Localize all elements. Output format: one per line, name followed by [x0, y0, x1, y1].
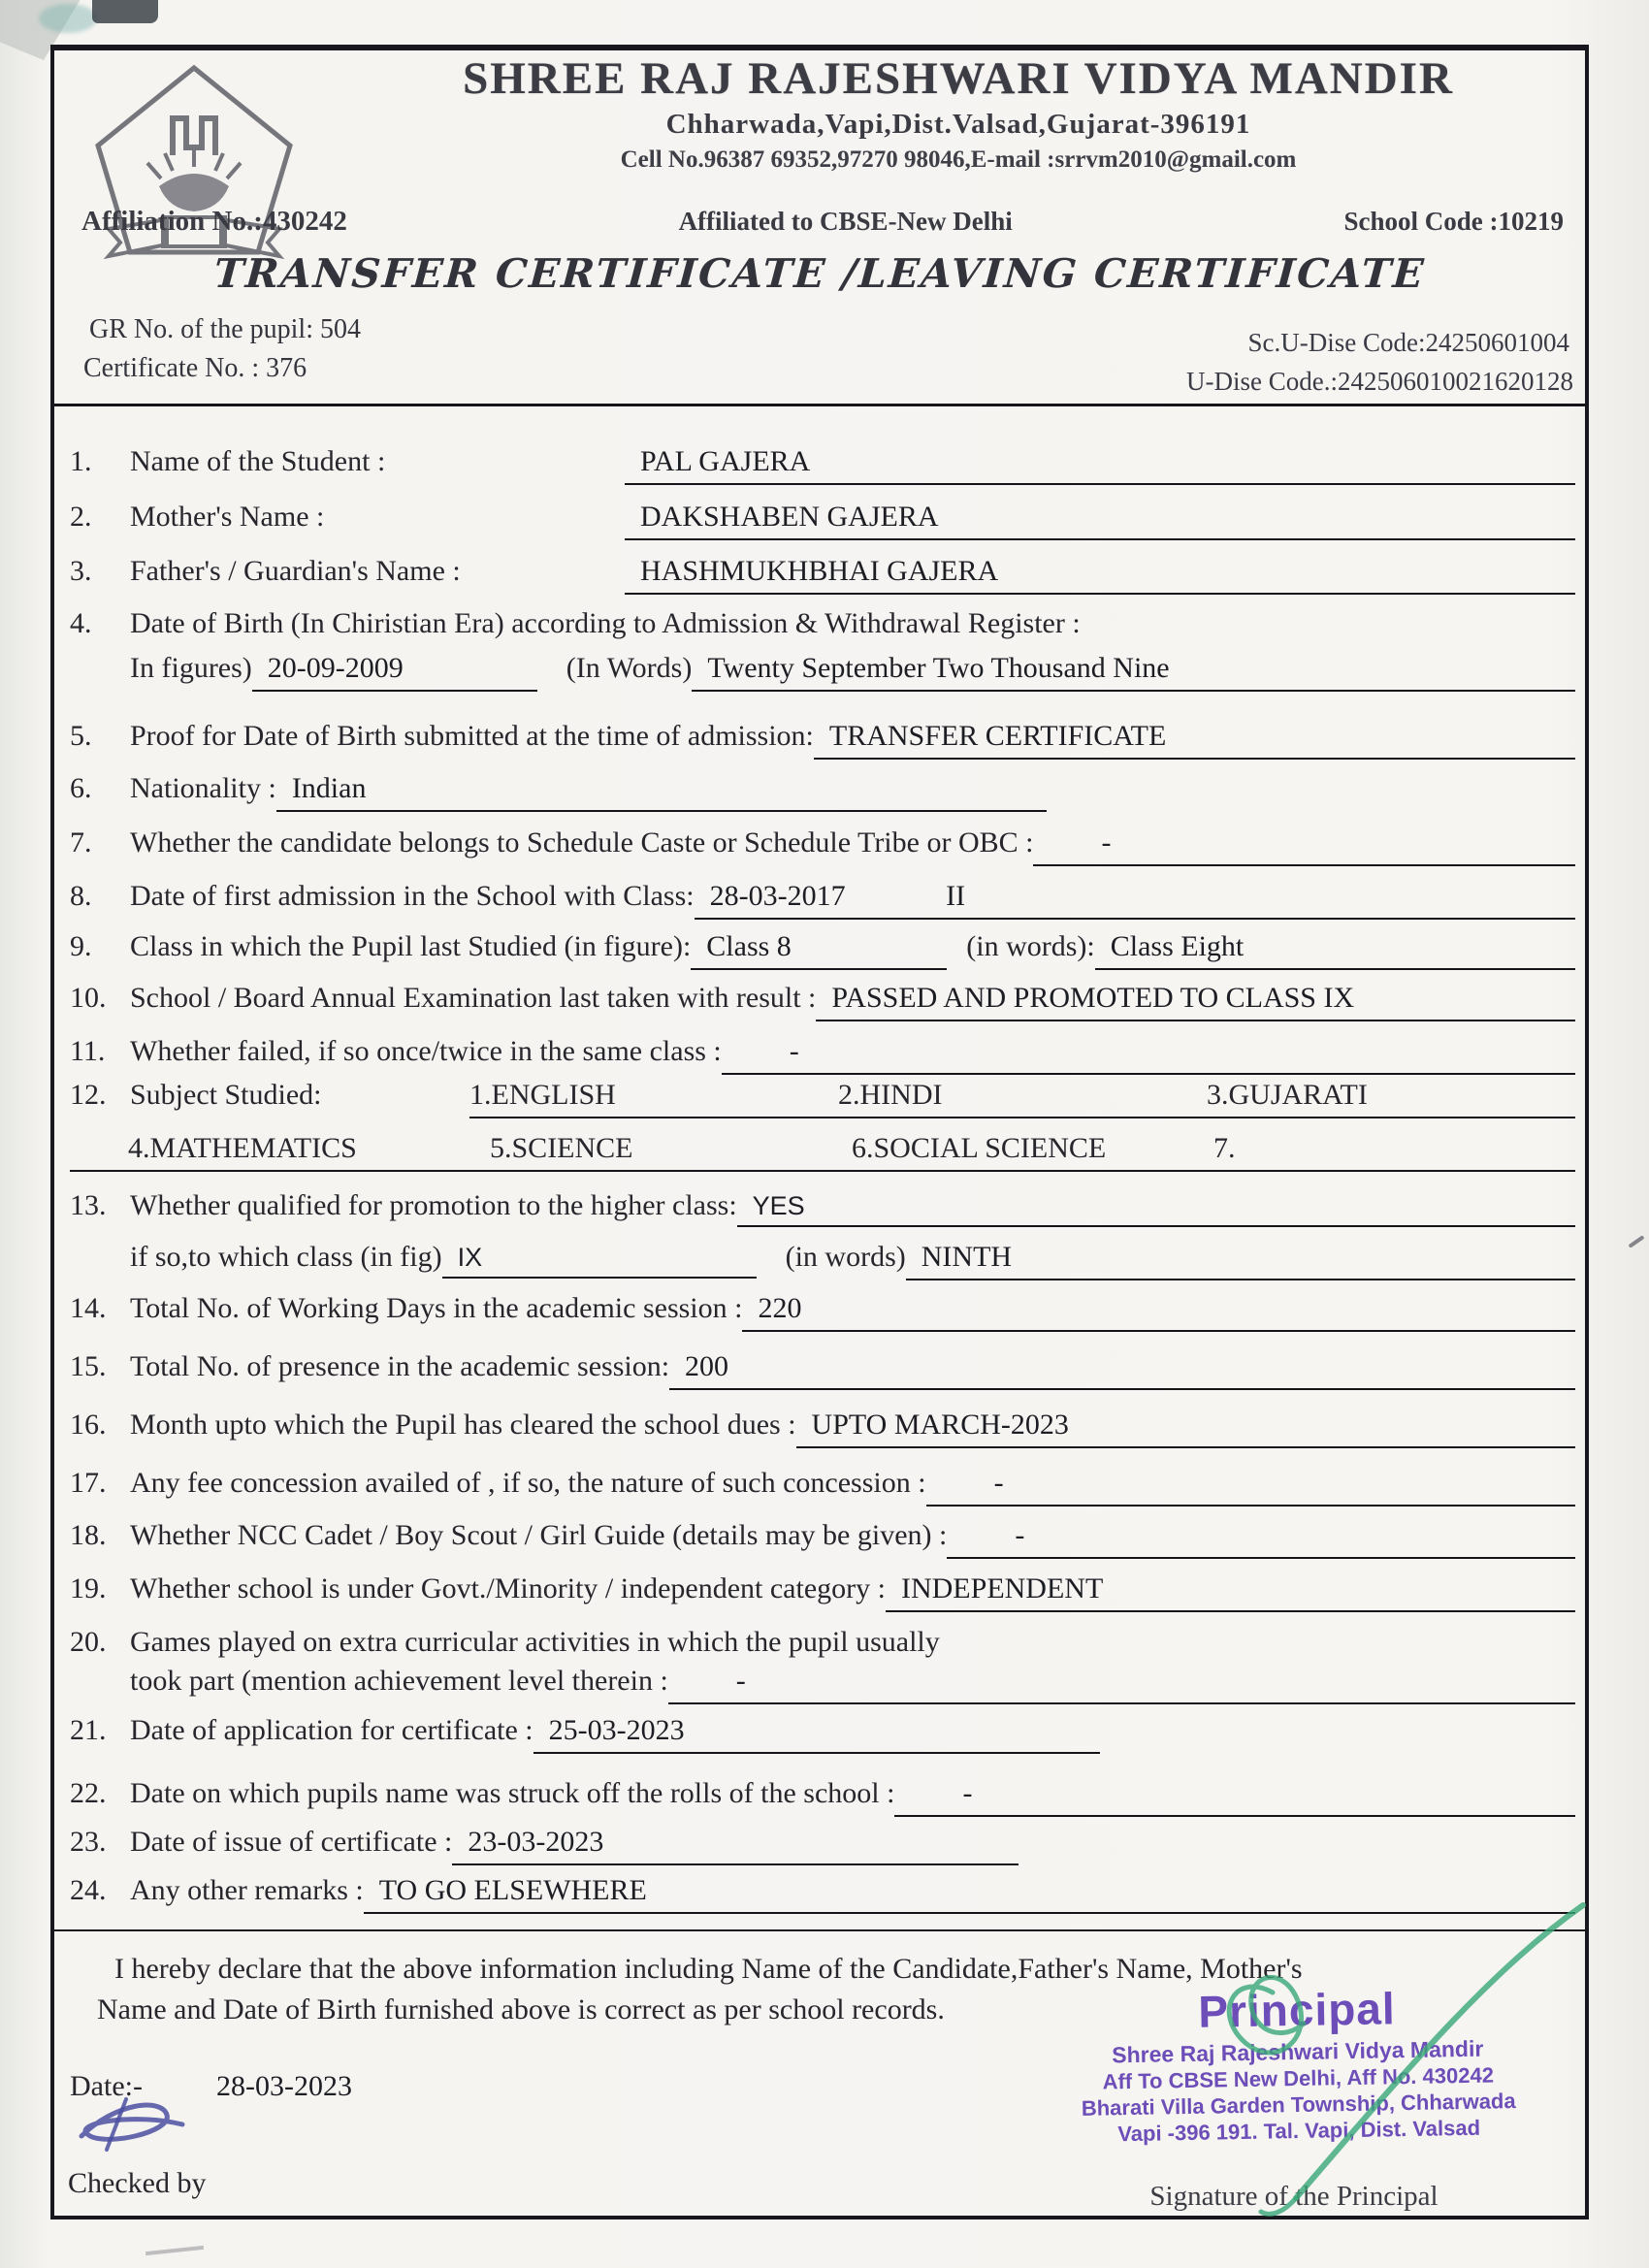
promotion-sub-label: if so,to which class (in fig)	[130, 1241, 442, 1273]
games-value: -	[668, 1665, 1575, 1704]
item-fee-concession	[70, 1467, 1575, 1507]
item-struck-off-date	[70, 1777, 1575, 1817]
item-number: 24.	[70, 1874, 107, 1906]
item-label: Mother's Name :	[130, 501, 325, 533]
struck-off-value: -	[894, 1777, 1575, 1817]
checked-by-signature	[68, 2086, 233, 2169]
stamp-line: Shree Raj Rajeshwari Vidya Mandir	[1112, 2035, 1484, 2068]
school-category-value: INDEPENDENT	[886, 1572, 1575, 1612]
last-class-words-label: (in words):	[966, 930, 1095, 962]
item-number: 4.	[70, 607, 92, 639]
promotion-value: YES	[737, 1191, 1575, 1227]
checked-by-label: Checked by	[68, 2167, 207, 2199]
item-dob-proof	[70, 720, 1575, 760]
dues-cleared-value: UPTO MARCH-2023	[796, 1409, 1575, 1448]
item-label: Month upto which the Pupil has cleared the school dues :	[130, 1409, 796, 1441]
item-games	[70, 1626, 1575, 1660]
last-class-fig-value: Class 8	[691, 930, 947, 970]
item-number: 21.	[70, 1714, 107, 1746]
father-name-value: HASHMUKHBHAI GAJERA	[625, 555, 1575, 595]
footer-date-value: 28-03-2023	[215, 2070, 352, 2102]
item-number: 11.	[70, 1035, 106, 1067]
item-first-admission	[70, 880, 1575, 920]
school-name: SHREE RAJ RAJESHWARI VIDYA MANDIR	[463, 53, 1454, 104]
item-number: 2.	[70, 501, 92, 533]
item-number: 17.	[70, 1467, 107, 1499]
item-label: Any other remarks :	[130, 1874, 364, 1906]
school-contact: Cell No.96387 69352,97270 98046,E-mail :srrvm2010@gmail.com	[620, 146, 1297, 173]
item-label: Date of Birth (In Chiristian Era) according to Admission & Withdrawal Register :	[130, 607, 1081, 639]
item-label: Subject Studied:	[130, 1079, 322, 1111]
item-dob	[70, 607, 1575, 641]
item-father-name	[70, 555, 1575, 595]
promotion-fig-value: IX	[442, 1243, 757, 1279]
item-label: Nationality :	[130, 772, 276, 804]
item-dob-values	[70, 652, 1575, 692]
item-subjects	[70, 1079, 1575, 1118]
item-number: 1.	[70, 445, 92, 477]
item-caste	[70, 826, 1575, 866]
item-number: 18.	[70, 1519, 107, 1551]
udise-code: U-Dise Code.:242506010021620128	[1186, 367, 1573, 396]
item-last-class	[70, 930, 1575, 970]
item-number: 19.	[70, 1572, 107, 1604]
item-number: 22.	[70, 1777, 107, 1809]
item-exam-result	[70, 982, 1575, 1021]
promotion-words-label: (in words)	[785, 1241, 906, 1273]
certificate-border-frame	[50, 45, 1589, 2219]
item-number: 8.	[70, 880, 92, 912]
item-number: 10.	[70, 982, 107, 1014]
item-failed	[70, 1035, 1575, 1075]
item-label: Whether qualified for promotion to the higher class:	[130, 1189, 737, 1221]
admission-date-value: 28-03-2017	[709, 880, 846, 912]
nationality-value: Indian	[276, 772, 1047, 812]
dob-words-label: (In Words)	[566, 652, 693, 684]
promotion-words-value: NINTH	[906, 1241, 1575, 1280]
item-working-days	[70, 1292, 1575, 1332]
caste-value: -	[1033, 826, 1575, 866]
item-nationality	[70, 772, 1575, 812]
item-games-2	[70, 1665, 1575, 1704]
certificate-title: TRANSFER CERTIFICATE /LEAVING CERTIFICATE	[212, 250, 1427, 297]
declaration-line1: I hereby declare that the above information including Name of the Candidate,Father's Name, Mother's	[114, 1953, 1303, 1985]
presence-days-value: 200	[669, 1350, 1575, 1390]
item-dues-cleared	[70, 1409, 1575, 1448]
item-label: Name of the Student :	[130, 445, 386, 477]
affiliation-row	[81, 206, 1564, 238]
item-label: Whether failed, if so once/twice in the same class :	[130, 1035, 722, 1067]
item-label: Date of issue of certificate :	[130, 1826, 453, 1858]
item-student-name	[70, 445, 1575, 485]
item-label: Proof for Date of Birth submitted at the time of admission:	[130, 720, 814, 752]
stamp-line: Vapi -396 191. Tal. Vapi, Dist. Valsad	[1117, 2115, 1481, 2147]
subject-6: 6.SOCIAL SCIENCE	[852, 1132, 1107, 1164]
dob-figures-value: 20-09-2009	[252, 652, 537, 692]
application-date-value: 25-03-2023	[534, 1714, 1100, 1754]
pen-mark	[1628, 1235, 1644, 1248]
item-number: 5.	[70, 720, 92, 752]
item-promotion-class	[70, 1241, 1575, 1280]
mother-name-value: DAKSHABEN GAJERA	[625, 501, 1575, 540]
school-code: School Code :10219	[1343, 207, 1564, 236]
item-label: took part (mention achievement level therein :	[130, 1665, 668, 1697]
item-number: 9.	[70, 930, 92, 962]
subject-7: 7.	[1213, 1132, 1236, 1164]
dob-proof-value: TRANSFER CERTIFICATE	[814, 720, 1575, 760]
item-label: Total No. of presence in the academic session:	[130, 1350, 670, 1382]
item-number: 15.	[70, 1350, 107, 1382]
scan-smudge	[39, 4, 97, 33]
declaration-line2: Name and Date of Birth furnished above is correct as per school records.	[97, 1993, 945, 2025]
item-school-category	[70, 1572, 1575, 1612]
working-days-value: 220	[742, 1292, 1575, 1332]
subject-5: 5.SCIENCE	[490, 1132, 633, 1164]
subject-4: 4.MATHEMATICS	[128, 1132, 357, 1164]
date-label: Date:-	[70, 2070, 143, 2102]
subjects-row-1	[469, 1079, 1575, 1118]
item-label: Any fee concession availed of , if so, the nature of such concession :	[130, 1467, 926, 1499]
stamp-line: Aff To CBSE New Delhi, Aff No. 430242	[1102, 2062, 1495, 2094]
item-number: 13.	[70, 1189, 107, 1221]
item-number: 7.	[70, 826, 92, 859]
exam-result-value: PASSED AND PROMOTED TO CLASS IX	[816, 982, 1575, 1021]
subjects-row-2	[70, 1132, 1575, 1172]
gr-no: GR No. of the pupil: 504	[89, 314, 361, 344]
item-label: Whether the candidate belongs to Schedule Caste or Schedule Tribe or OBC :	[130, 826, 1034, 859]
item-subjects-2	[70, 1132, 1575, 1172]
scan-artifact	[92, 0, 158, 23]
item-issue-date	[70, 1826, 1575, 1865]
remarks-value: TO GO ELSEWHERE	[364, 1874, 1575, 1914]
stamp-title: Principal	[1197, 1983, 1397, 2037]
item-label: Total No. of Working Days in the academic session :	[130, 1292, 743, 1324]
item-number: 16.	[70, 1409, 107, 1441]
dob-words-value: Twenty September Two Thousand Nine	[692, 652, 1575, 692]
item-label: Father's / Guardian's Name :	[130, 555, 461, 587]
subject-1: 1.ENGLISH	[469, 1079, 616, 1111]
item-number: 20.	[70, 1626, 107, 1658]
failed-value: -	[722, 1035, 1575, 1075]
item-label: School / Board Annual Examination last taken with result :	[130, 982, 817, 1014]
item-number: 12.	[70, 1079, 107, 1111]
principal-signature	[1148, 1878, 1604, 2227]
issue-date-value: 23-03-2023	[452, 1826, 1018, 1865]
item-label: Class in which the Pupil last Studied (in figure):	[130, 930, 692, 962]
item-presence-days	[70, 1350, 1575, 1390]
item-label: Games played on extra curricular activities in which the pupil usually	[130, 1626, 940, 1658]
admission-class-value: II	[946, 880, 966, 912]
ncc-value: -	[947, 1519, 1575, 1559]
affiliation-no: Affiliation No.:430242	[81, 206, 347, 237]
stamp-line: Bharati Villa Garden Township, Chharwada	[1081, 2089, 1516, 2121]
affiliated-to: Affiliated to CBSE-New Delhi	[678, 207, 1013, 236]
item-label: Date on which pupils name was struck off the rolls of the school :	[130, 1777, 895, 1809]
item-label: Date of application for certificate :	[130, 1714, 534, 1746]
item-ncc	[70, 1519, 1575, 1559]
principal-signature-caption: Signature of the Principal	[1149, 2181, 1439, 2212]
item-label: Date of first admission in the School with Class:	[130, 880, 695, 912]
item-label: Whether school is under Govt./Minority / independent category :	[130, 1572, 886, 1604]
item-number: 6.	[70, 772, 92, 804]
item-mother-name	[70, 501, 1575, 540]
student-name-value: PAL GAJERA	[625, 445, 1575, 485]
subject-3: 3.GUJARATI	[1207, 1079, 1368, 1111]
subject-2: 2.HINDI	[838, 1079, 943, 1111]
certificate-no: Certificate No. : 376	[83, 353, 307, 383]
sc-udise-code: Sc.U-Dise Code:24250601004	[1247, 328, 1569, 357]
school-address: Chharwada,Vapi,Dist.Valsad,Gujarat-396191	[665, 109, 1251, 140]
item-application-date	[70, 1714, 1575, 1754]
header-separator	[54, 404, 1585, 406]
item-number: 14.	[70, 1292, 107, 1324]
fee-concession-value: -	[926, 1467, 1575, 1507]
item-number: 23.	[70, 1826, 107, 1858]
item-label: Whether NCC Cadet / Boy Scout / Girl Guide (details may be given) :	[130, 1519, 948, 1551]
first-admission-value	[695, 880, 1575, 920]
dob-figures-label: In figures)	[130, 652, 252, 684]
item-number: 3.	[70, 555, 92, 587]
last-class-words-value: Class Eight	[1095, 930, 1575, 970]
scan-mark	[146, 2246, 204, 2255]
item-promotion	[70, 1189, 1575, 1227]
